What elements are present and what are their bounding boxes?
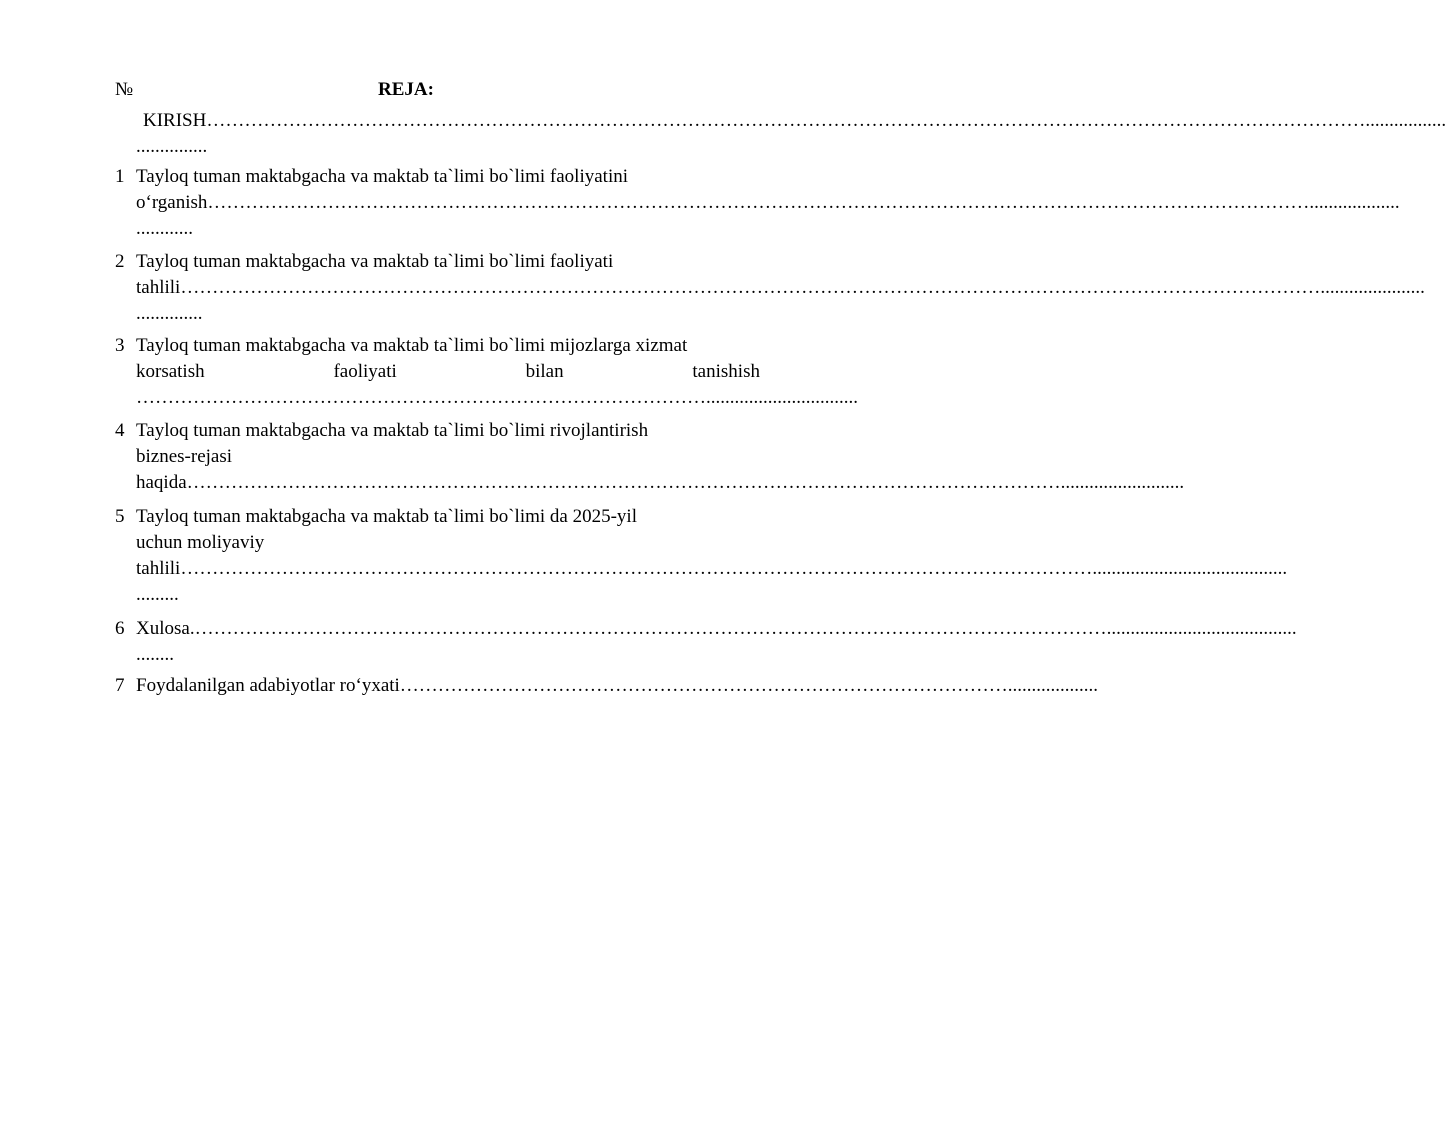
toc-item-line: tahlili………………………………………………………………………………………………………………………………......................................... — [136, 558, 1288, 579]
number-sign-header: № — [115, 79, 134, 100]
plan-title: REJA: — [378, 79, 434, 100]
toc-item-line: Tayloq tuman maktabgacha va maktab ta`limi bo`limi faoliyati — [136, 251, 614, 272]
toc-item-line: Foydalanilgan adabiyotlar ro‘yxati……………………………………………………………………………………................... — [136, 675, 1099, 696]
toc-item-number: 6 — [115, 618, 125, 639]
toc-item-line: ………………………………………………………………………………................................ — [136, 387, 858, 408]
toc-item-line: haqida………………………………………………………………………………………………………………………….......................... — [136, 472, 1185, 493]
toc-item-line: uchun moliyaviy — [136, 532, 265, 553]
toc-item-line: biznes-rejasi — [136, 446, 233, 467]
toc-item-line: Tayloq tuman maktabgacha va maktab ta`limi bo`limi rivojlantirish — [136, 420, 649, 441]
toc-item-number: 7 — [115, 675, 125, 696]
toc-item-number: 5 — [115, 506, 125, 527]
toc-item-line: Tayloq tuman maktabgacha va maktab ta`limi bo`limi da 2025-yil — [136, 506, 637, 527]
toc-item-number: 3 — [115, 335, 125, 356]
toc-item-number: 4 — [115, 420, 125, 441]
toc-intro-line-2: ............... — [136, 136, 208, 157]
justified-word: faoliyati — [333, 361, 397, 382]
toc-item-line: ........ — [136, 644, 174, 665]
toc-item-line-justified — [136, 359, 760, 385]
toc-item-line: Xulosa.………………………………………………………………………………………………………………………………........................................ — [136, 618, 1297, 639]
justified-word: tanishish — [692, 361, 760, 382]
toc-item-line: .............. — [136, 303, 203, 324]
toc-item-number: 2 — [115, 251, 125, 272]
justified-word: bilan — [525, 361, 564, 382]
toc-item-line: Tayloq tuman maktabgacha va maktab ta`limi bo`limi mijozlarga xizmat — [136, 335, 688, 356]
toc-item-line: ............ — [136, 218, 193, 239]
toc-item-line: Tayloq tuman maktabgacha va maktab ta`limi bo`limi faoliyatini — [136, 166, 628, 187]
toc-item-number: 1 — [115, 166, 125, 187]
toc-item-line: tahlili………………………………………………………………………………………………………………………………………………………………...................... — [136, 277, 1425, 298]
justified-word: korsatish — [136, 361, 205, 382]
toc-item-line: o‘rganish…………………………………………………………………………………………………………………………………………………………................... — [136, 192, 1400, 213]
toc-item-line: ......... — [136, 584, 179, 605]
toc-intro-line-1: KIRISH…………………………………………………………………………………………………………………………………………………………………................. — [143, 110, 1446, 131]
